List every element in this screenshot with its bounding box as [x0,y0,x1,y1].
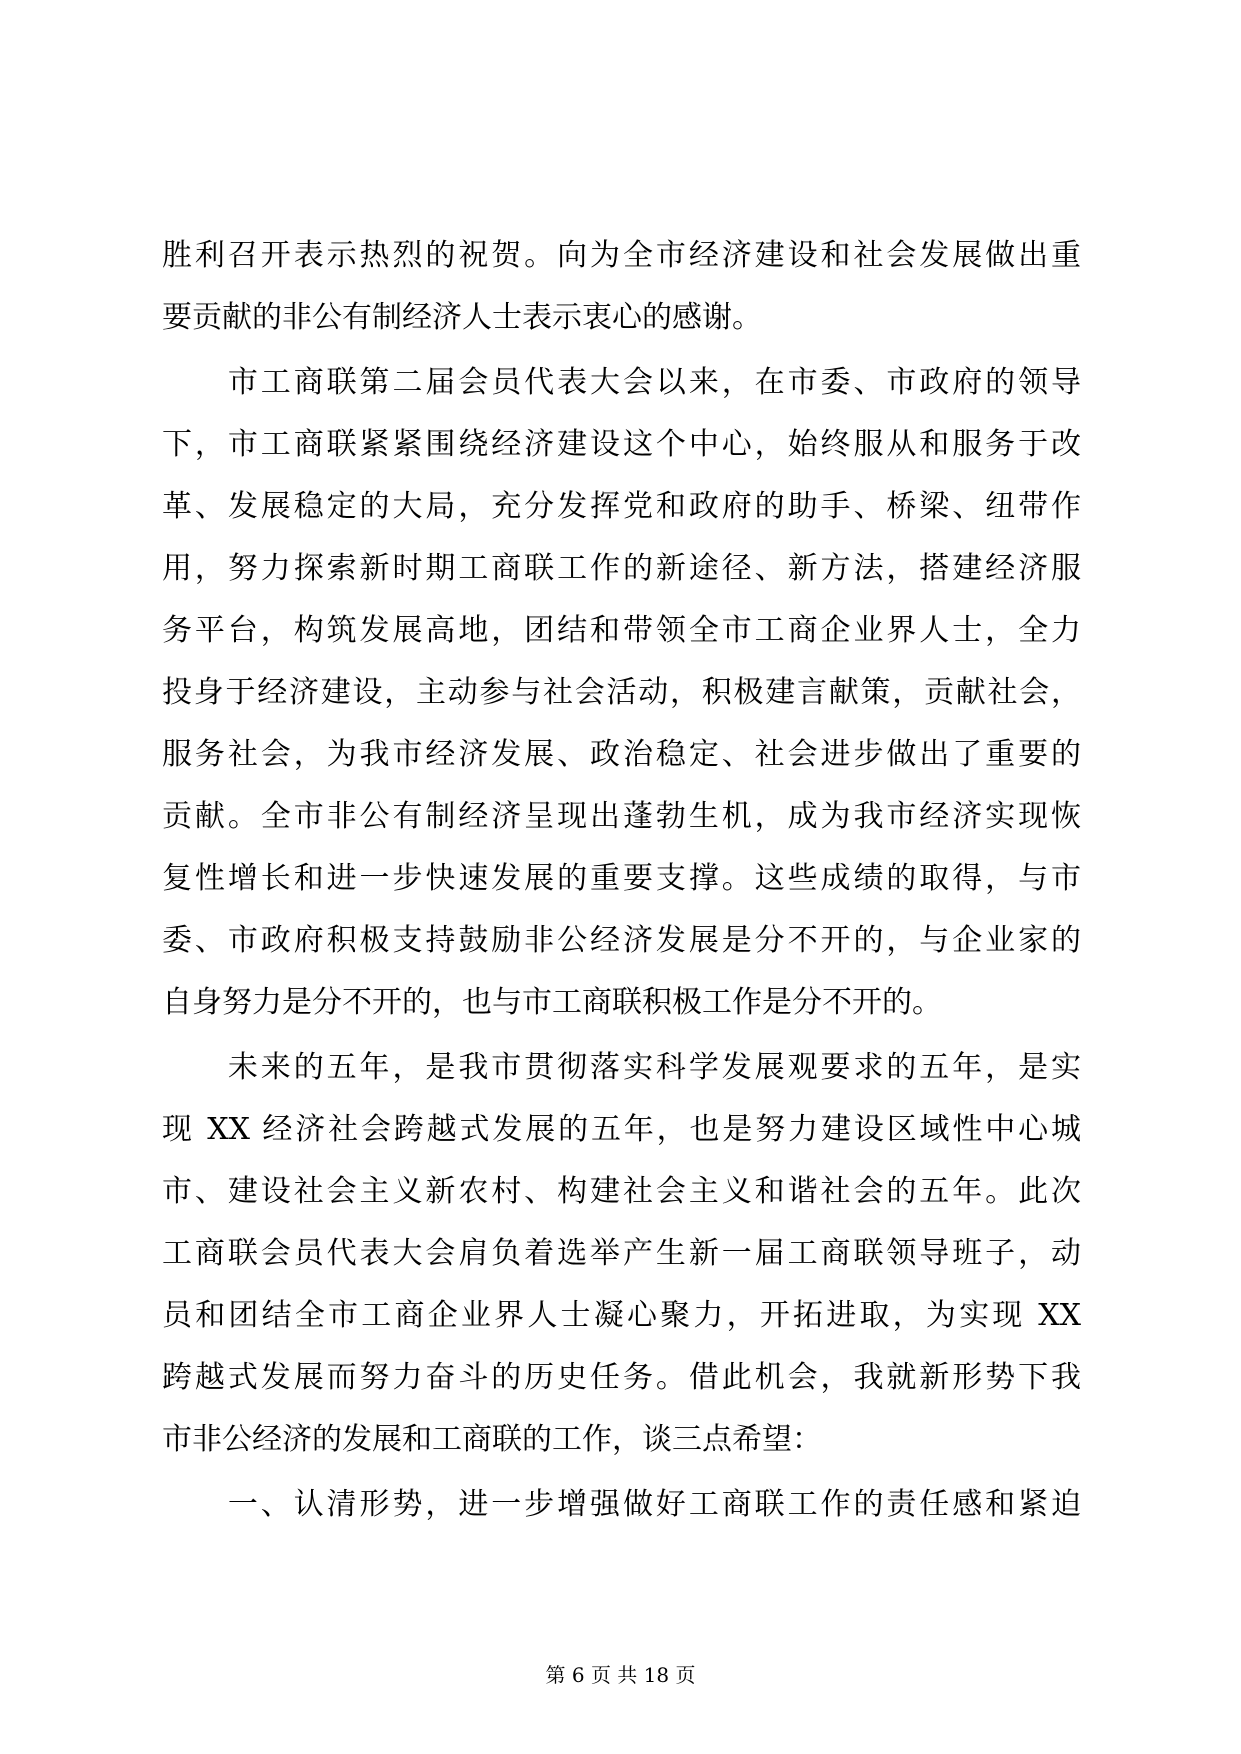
text-line: 市、建设社会主义新农村、构建社会主义和谐社会的五年。此次 [162,1174,1081,1209]
text-line: 下，市工商联紧紧围绕经济建设这个中心，始终服从和服务于改 [162,427,1081,462]
text-line: 跨越式发展而努力奋斗的历史任务。借此机会，我就新形势下我 [162,1360,1081,1395]
text-line: 复性增长和进一步快速发展的重要支撑。这些成绩的取得，与市 [162,861,1081,896]
text-line: 贡献。全市非公有制经济呈现出蓬勃生机，成为我市经济实现恢 [162,799,1081,834]
text-line: 市非公经济的发展和工商联的工作，谈三点希望： [162,1422,822,1457]
text-line: 市工商联第二届会员代表大会以来，在市委、市政府的领导 [162,365,1081,400]
text-line: 员和团结全市工商企业界人士凝心聚力，开拓进取，为实现 XX [162,1298,1081,1333]
text-line: 现 XX 经济社会跨越式发展的五年，也是努力建设区域性中心城 [162,1112,1081,1147]
text-line: 革、发展稳定的大局，充分发挥党和政府的助手、桥梁、纽带作 [162,489,1081,524]
text-line: 用，努力探索新时期工商联工作的新途径、新方法，搭建经济服 [162,551,1081,586]
text-line: 工商联会员代表大会肩负着选举产生新一届工商联领导班子，动 [162,1236,1081,1271]
text-line: 一、认清形势，进一步增强做好工商联工作的责任感和紧迫 [162,1487,1081,1522]
text-line: 投身于经济建设，主动参与社会活动，积极建言献策，贡献社会， [162,675,1081,710]
paragraph [162,1474,1081,1536]
text-line: 未来的五年，是我市贯彻落实科学发展观要求的五年，是实 [162,1050,1081,1085]
paragraph [162,352,1081,1034]
text-line: 务平台，构筑发展高地，团结和带领全市工商企业界人士，全力 [162,613,1081,648]
text-line: 要贡献的非公有制经济人士表示衷心的感谢。 [162,300,762,335]
text-line: 服务社会，为我市经济发展、政治稳定、社会进步做出了重要的 [162,737,1081,772]
text-line: 委、市政府积极支持鼓励非公经济发展是分不开的，与企业家的 [162,923,1081,958]
text-line: 胜利召开表示热烈的祝贺。向为全市经济建设和社会发展做出重 [162,238,1081,273]
text-line: 自身努力是分不开的，也与市工商联积极工作是分不开的。 [162,985,942,1020]
paragraph [162,225,1081,349]
page-footer: 第 6 页 共 18 页 [545,1663,696,1687]
body-text [162,225,1081,1539]
paragraph [162,1037,1081,1471]
